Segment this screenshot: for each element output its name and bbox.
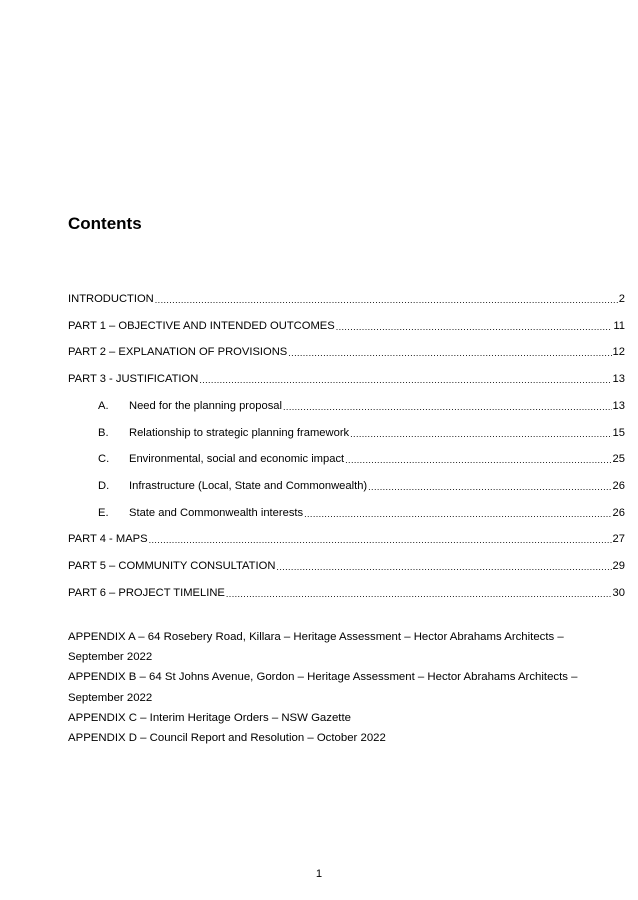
toc-entry-title: PART 6 – PROJECT TIMELINE: [68, 587, 225, 599]
toc-page-number: 13: [612, 400, 625, 412]
toc-entry-part-1[interactable]: [68, 315, 625, 333]
toc-entry-title: INTRODUCTION: [68, 293, 154, 305]
toc-page-number: 13: [612, 373, 625, 385]
toc-leader-dots: [304, 506, 611, 520]
toc-entry-title: PART 5 – COMMUNITY CONSULTATION: [68, 560, 276, 572]
appendix-list: [68, 627, 598, 748]
toc-page-number: 30: [612, 587, 625, 599]
toc-leader-dots: [288, 345, 611, 359]
toc-page-number: 12: [612, 346, 625, 358]
toc-entry-part-3-d[interactable]: [98, 475, 625, 493]
appendix-item[interactable]: APPENDIX B – 64 St Johns Avenue, Gordon – Heritage Assessment – Hector Abrahams Architects – September 2022: [68, 671, 578, 704]
page-number: 1: [315, 868, 323, 880]
toc-entry-letter: C.: [98, 453, 110, 465]
toc-leader-dots: [283, 399, 612, 413]
toc-page-number: 26: [612, 480, 625, 492]
toc-entry-letter: D.: [98, 480, 110, 492]
toc-entry-part-3-a[interactable]: [98, 395, 625, 413]
toc-leader-dots: [345, 452, 611, 466]
toc-leader-dots: [226, 586, 612, 600]
toc-page-number: 26: [612, 507, 625, 519]
toc-entry-part-6[interactable]: [68, 582, 625, 600]
page-title: Contents: [68, 214, 142, 233]
toc-leader-dots: [350, 426, 611, 440]
toc-entry-part-3[interactable]: [68, 368, 625, 386]
toc-entry-title: Relationship to strategic planning framework: [129, 427, 350, 439]
toc-entry-part-3-c[interactable]: [98, 448, 625, 466]
toc-entry-title: PART 2 – EXPLANATION OF PROVISIONS: [68, 346, 288, 358]
toc-entry-title: Infrastructure (Local, State and Commonwealth): [129, 480, 368, 492]
toc-entry-letter: E.: [98, 507, 109, 519]
toc-leader-dots: [336, 319, 613, 333]
toc-entry-title: PART 1 – OBJECTIVE AND INTENDED OUTCOMES: [68, 320, 335, 332]
toc-page-number: 25: [612, 453, 625, 465]
toc-leader-dots: [149, 532, 612, 546]
toc-entry-title: PART 4 - MAPS: [68, 533, 148, 545]
toc-leader-dots: [276, 559, 611, 573]
toc-entry-letter: B.: [98, 427, 109, 439]
toc-entry-title: State and Commonwealth interests: [129, 507, 304, 519]
toc-entry-title: PART 3 - JUSTIFICATION: [68, 373, 199, 385]
toc-page-number: 29: [612, 560, 625, 572]
toc-entry-introduction[interactable]: [68, 288, 625, 306]
appendix-item[interactable]: APPENDIX D – Council Report and Resolution – October 2022: [68, 732, 386, 745]
toc-page-number: 27: [612, 533, 625, 545]
toc-leader-dots: [199, 372, 611, 386]
toc-page-number: 11: [613, 320, 625, 332]
toc-page-number: 2: [618, 293, 625, 305]
appendix-item[interactable]: APPENDIX A – 64 Rosebery Road, Killara – Heritage Assessment – Hector Abrahams Architects – September 2022: [68, 631, 564, 664]
toc-entry-part-3-e[interactable]: [98, 502, 625, 520]
toc-entry-part-3-b[interactable]: [98, 422, 625, 440]
toc-entry-part-4[interactable]: [68, 528, 625, 546]
toc-leader-dots: [155, 292, 618, 306]
toc-entry-letter: A.: [98, 400, 109, 412]
toc-leader-dots: [368, 479, 611, 493]
toc-page-number: 15: [612, 427, 625, 439]
toc-entry-part-2[interactable]: [68, 341, 625, 359]
toc-entry-title: Need for the planning proposal: [129, 400, 283, 412]
appendix-item[interactable]: APPENDIX C – Interim Heritage Orders – NSW Gazette: [68, 711, 351, 724]
toc-entry-part-5[interactable]: [68, 555, 625, 573]
toc-entry-title: Environmental, social and economic impact: [129, 453, 345, 465]
